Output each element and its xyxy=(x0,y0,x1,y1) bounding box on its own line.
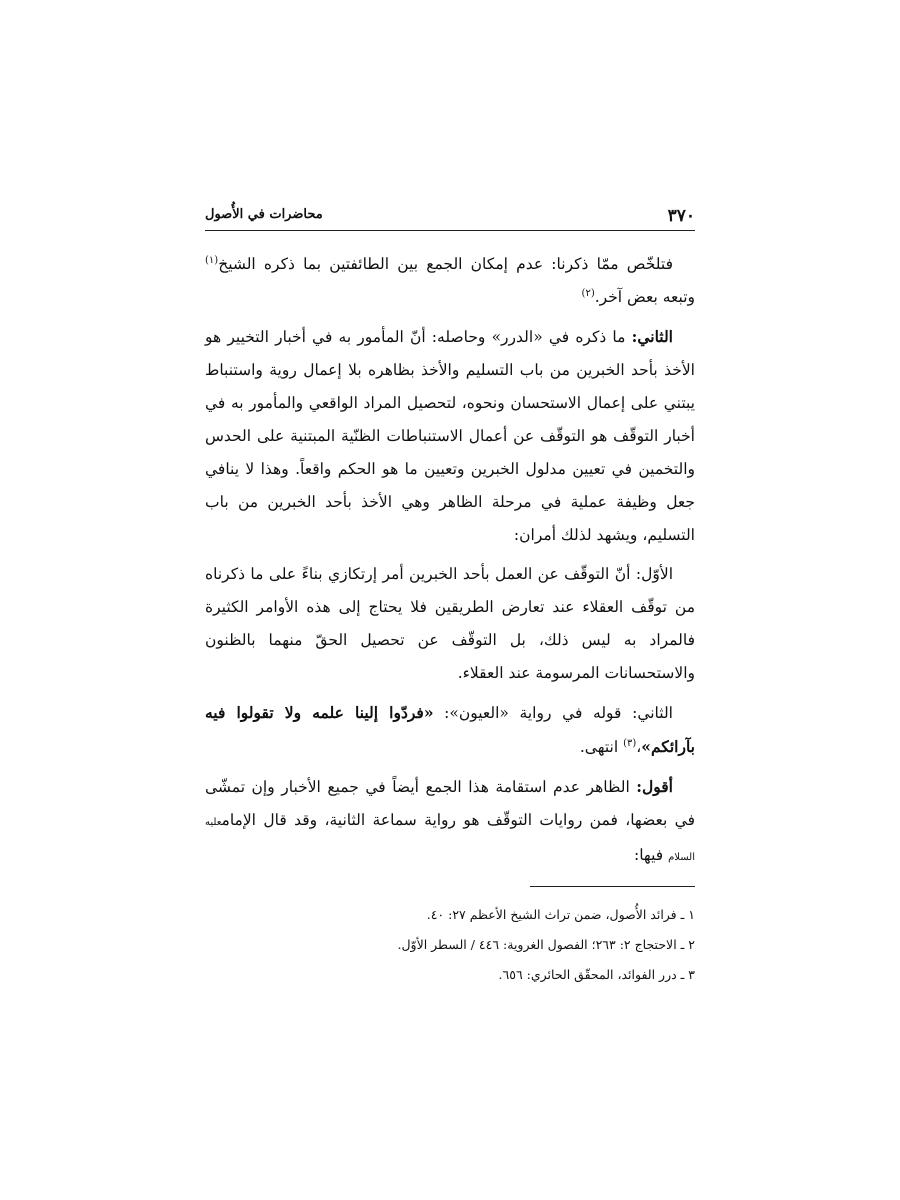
paragraph-lead: الثاني: xyxy=(631,327,673,346)
paragraph-text: انتهى. xyxy=(579,738,624,756)
paragraph-text: الظاهر عدم استقامة هذا الجمع أيضاً في جميع الأخبار وإن تمشّى في بعضها، فمن روايات التوقّف هو رواية سماعة الثانية، وقد قال الإمام xyxy=(205,778,695,829)
paragraph-text: فتلخّص ممّا ذكرنا: عدم إمكان الجمع بين الطائفتين بما ذكره الشيخ xyxy=(218,255,673,273)
hadith-quote: «فردّوا إلينا علمه ولا تقولوا فيه بآرائكم» xyxy=(205,703,695,756)
paragraph-text: فيها: xyxy=(633,846,669,864)
footnote-ref: (١) xyxy=(205,254,219,266)
footnote-divider xyxy=(530,886,695,887)
paragraph-text: وتبعه بعض آخر. xyxy=(594,288,695,306)
paragraph-second-view xyxy=(205,320,695,552)
running-header xyxy=(205,200,695,231)
footnote-ref: (٣) xyxy=(623,737,637,749)
paragraph-text: الثاني: قوله في رواية «العيون»: xyxy=(433,704,673,722)
footnote-ref: (٢) xyxy=(581,287,595,299)
paragraph-first-reason xyxy=(205,558,695,690)
honorific-glyph: عليه السلام xyxy=(205,817,695,863)
paragraph-text: الأوّل: أنّ التوقّف عن العمل بأحد الخبرين أمر إرتكازي بناءً على ما ذكرناه من توقّف العقلاء عند تعارض الطريقين فلا يحتاج إلى هذه الأوامر الكثيرة فالمراد به ليس ذلك، بل التوقّف عن تحصيل الحقّ منهما بالظنون والاستحسانات المرسومة عند العقلاء. xyxy=(205,565,695,682)
footnote: ١ ـ فرائد الأُصول، ضمن تراث الشيخ الأعظم ٢٧: ٤٠. xyxy=(426,907,695,922)
footnote: ٢ ـ الاحتجاج ٢: ٢٦٣؛ الفصول الغروية: ٤٤٦ / السطر الأوّل. xyxy=(397,937,695,952)
book-title: محاضرات في الأُصول xyxy=(205,207,323,222)
paragraph-second-reason xyxy=(205,696,695,764)
paragraph-text: ما ذكره في «الدرر» وحاصله: أنّ المأمور به في أخبار التخيير هو الأخذ بأحد الخبرين من باب التسليم والأخذ بظاهره بلا إعمال روية واستنباط يبتني على إعمال الاستحسان ونحوه، لتحصيل المراد الواقعي والمأمور به في أخبار التوقّف هو التوقّف عن أعمال الاستنباطات الظنّية المبتنية على الحدس والتخمين في تعيين مدلول الخبرين وتعيين ما هو الحكم واقعاً. وهذا لا ينافي جعل وظيفة عملية في مرحلة الظاهر وهي الأخذ بأحد الخبرين من باب التسليم، ويشهد لذلك أمران: xyxy=(205,328,695,544)
page-number: ٣٧٠ xyxy=(667,206,695,226)
main-text xyxy=(205,248,695,880)
paragraph-author-comment xyxy=(205,770,695,874)
paragraph-summary xyxy=(205,248,695,314)
punctuation: ، xyxy=(636,738,642,756)
paragraph-lead: أقول: xyxy=(636,777,673,796)
footnotes xyxy=(205,900,695,990)
footnote: ٣ ـ درر الفوائد، المحقّق الحائري: ٦٥٦. xyxy=(498,967,695,982)
